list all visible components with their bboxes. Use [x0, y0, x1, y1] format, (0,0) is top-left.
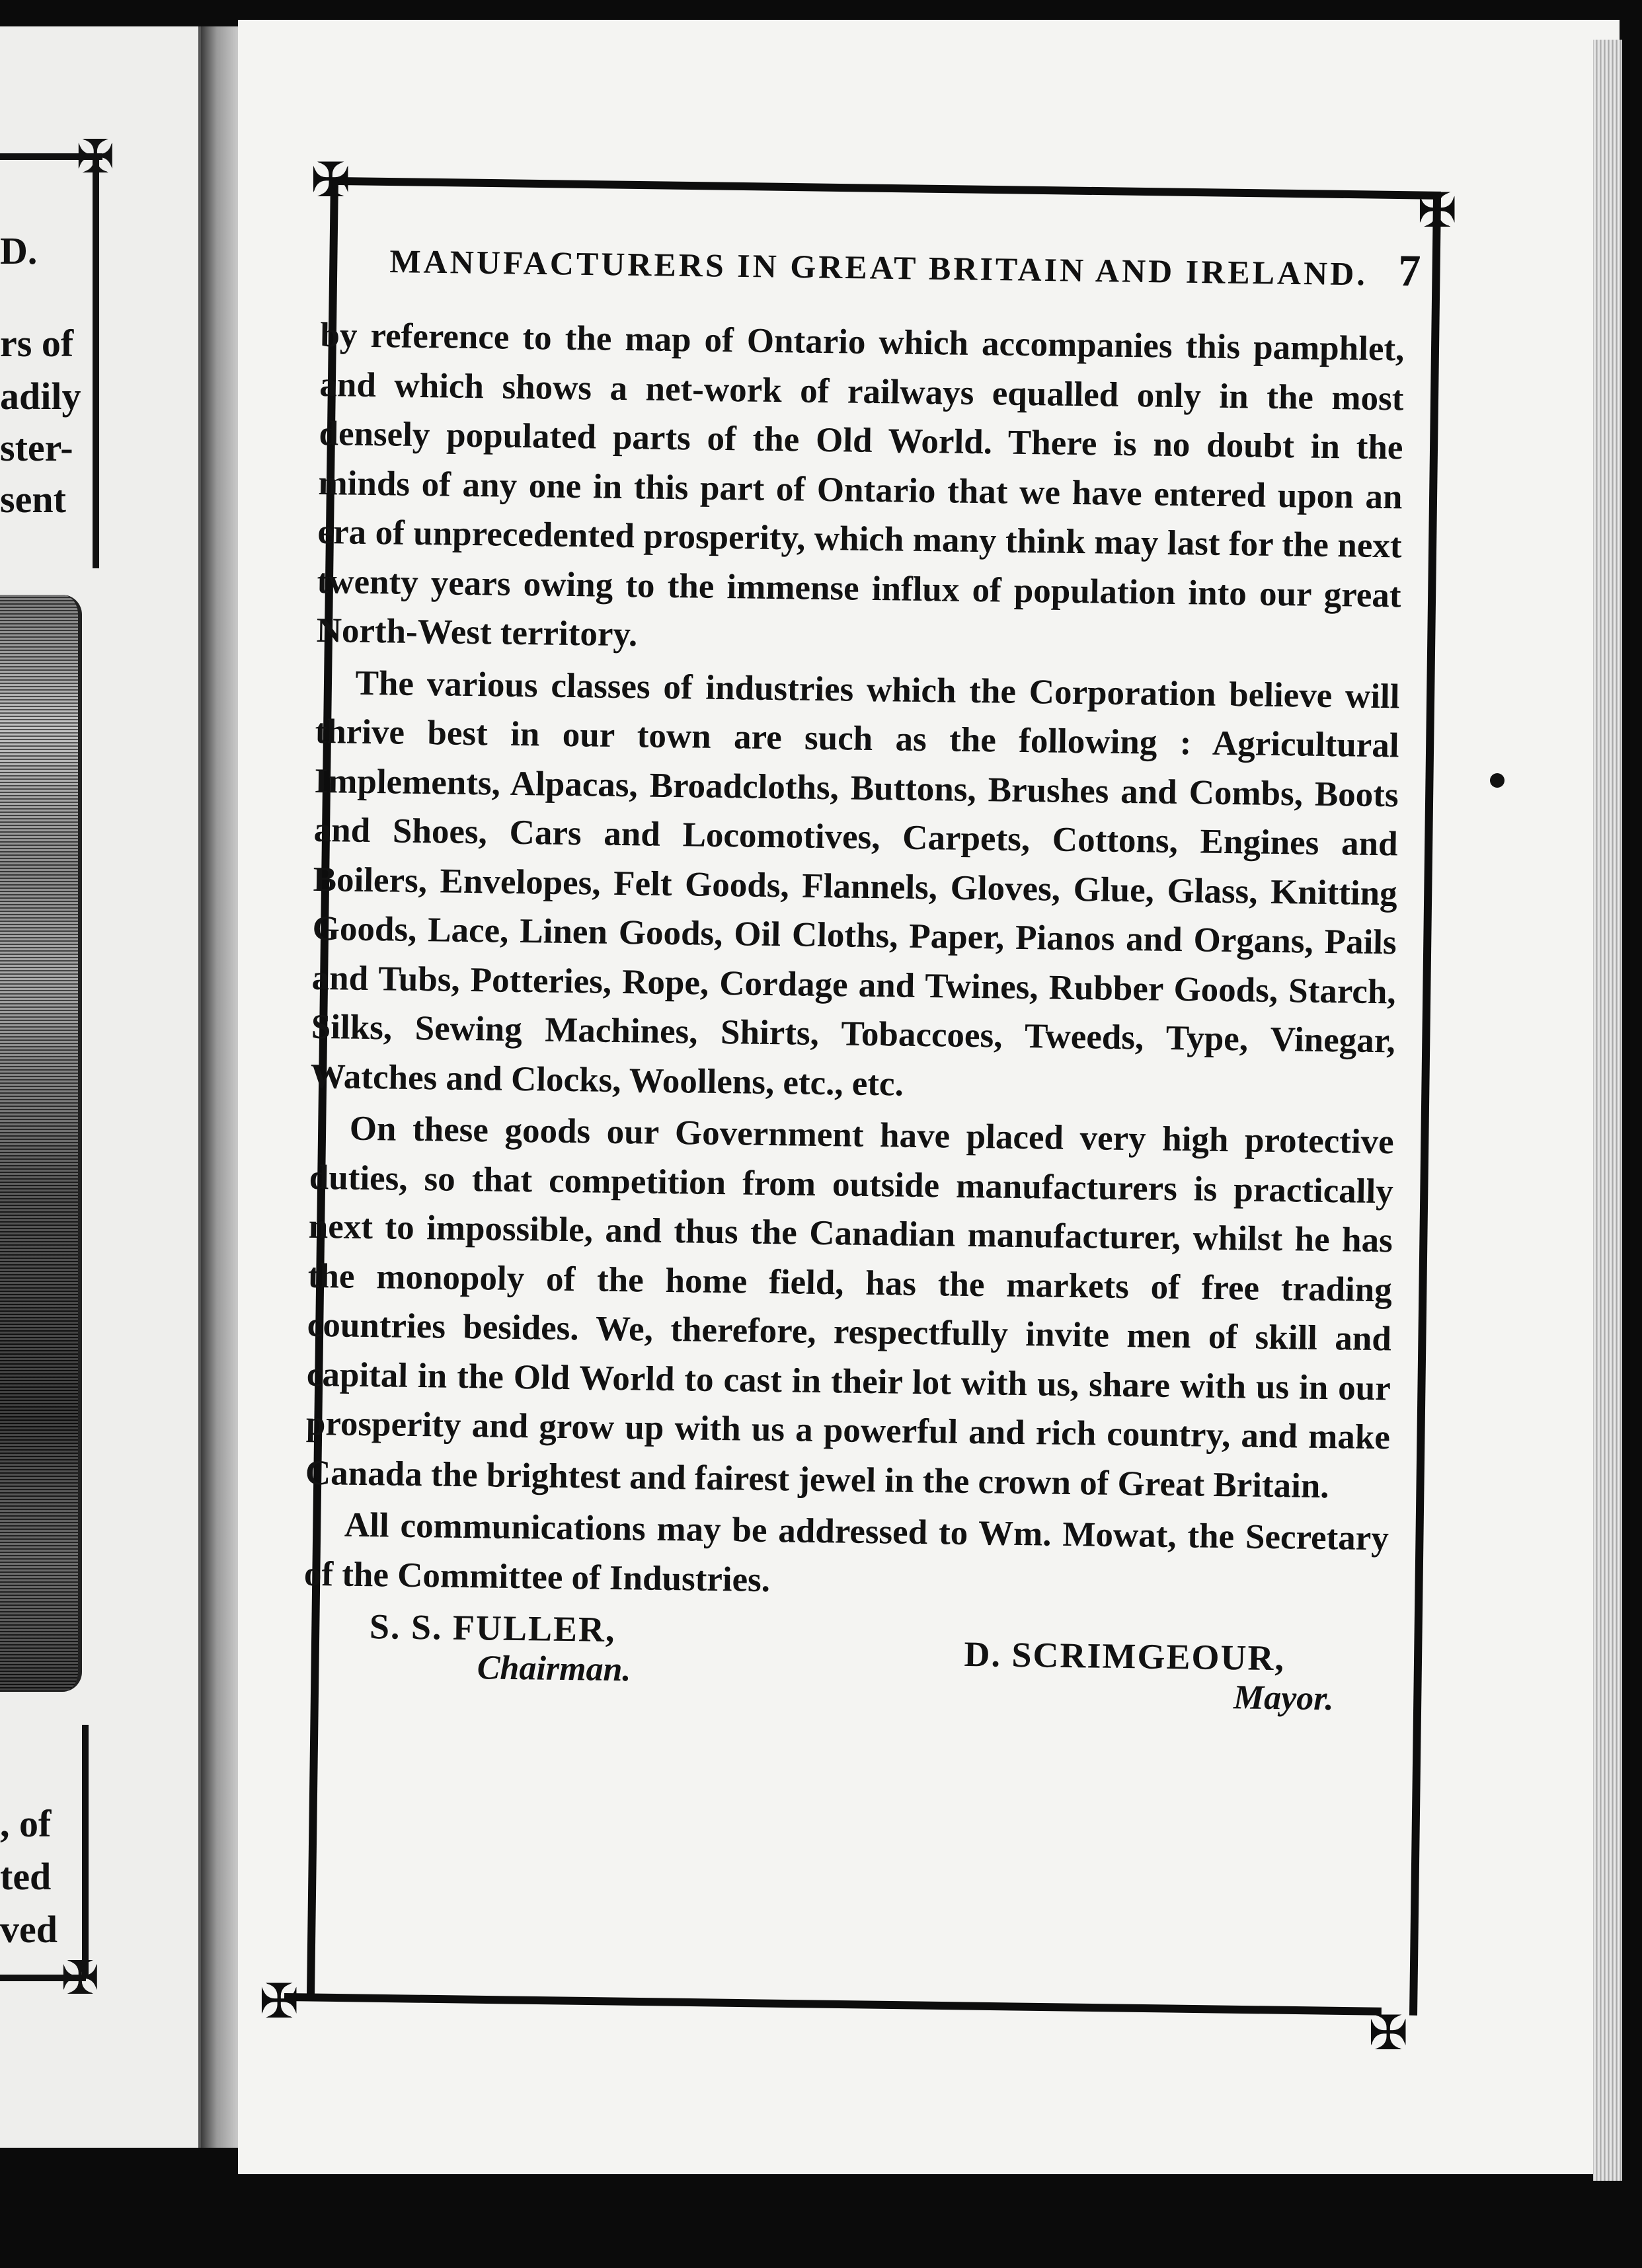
cross-ornament-icon: ✠ — [1368, 2005, 1409, 2060]
facing-page-fragment: adily — [0, 375, 81, 418]
cross-ornament-icon: ✠ — [1417, 182, 1458, 238]
signature-chairman — [369, 1606, 740, 1690]
page-edges — [1593, 40, 1622, 2181]
facing-page-fragment: sent — [0, 478, 66, 521]
paragraph-protective-duties: On these goods our Government have placed very high protective duties, so that competition from outside manufacturers is practically next to impossible, and thus the Canadian manufacturer, whilst he has the monopoly of the home field, has the markets of free trading countries besides. We, therefore, respectfully invite men of skill and capital in the Old World to cast in their lot with us, share with us in our prosperity and grow up with us a powerful and rich country, and make Canada the brightest and fairest jewel in the crown of Great Britain. — [305, 1109, 1395, 1505]
cross-ornament-icon: ✠ — [76, 130, 115, 184]
facing-page-fragment: , of — [0, 1802, 52, 1845]
paragraph-railways: by reference to the map of Ontario which accompanies this pamphlet, and which shows a net-work of railways equalled only in the most densely populated parts of the Old World. There is no doubt in the minds of any one in this part of Ontario that we have entered upon an era of unprecedented prosperity, which many think may last for the next twenty years owing to the immense influx of population into our great North-West territory. — [316, 315, 1405, 654]
body-text — [302, 311, 1405, 1751]
ink-spot — [1490, 773, 1505, 788]
engraving-illustration — [0, 595, 82, 1692]
cross-ornament-icon: ✠ — [61, 1951, 100, 2005]
signatory-name: D. SCRIMGEOUR, — [964, 1634, 1286, 1679]
signatory-title: Chairman. — [477, 1649, 631, 1689]
paragraph-communications: All communications may be addressed to Wm. Mowat, the Secretary of the Committee of Industries. — [303, 1505, 1389, 1599]
cross-ornament-icon: ✠ — [259, 1973, 299, 2029]
signature-block — [302, 1605, 1388, 1751]
facing-page-fragment: ted — [0, 1855, 52, 1898]
signatory-title: Mayor. — [1233, 1679, 1335, 1718]
signatory-name: S. S. FULLER, — [369, 1606, 616, 1650]
page-number: 7 — [1397, 245, 1421, 296]
facing-page-fragment: ved — [0, 1908, 58, 1951]
book-gutter — [201, 26, 241, 2148]
signature-mayor — [963, 1634, 1335, 1718]
facing-page-border-upper — [93, 159, 99, 568]
facing-page — [0, 26, 201, 2148]
facing-page-fragment: ster- — [0, 426, 73, 469]
facing-page-border-lower — [82, 1725, 89, 1976]
running-title: MANUFACTURERS IN GREAT BRITAIN AND IRELAND. — [389, 242, 1368, 293]
facing-page-fragment: rs of — [0, 322, 74, 365]
cross-ornament-icon: ✠ — [311, 152, 351, 208]
facing-page-fragment: D. — [0, 229, 38, 272]
paragraph-industries: The various classes of industries which the Corporation believe will thrive best in our town are such as the following : Agricultural Implements, Alpacas, Broadcloths, Buttons, Brushes and Combs, Boots and Shoes, Cars and Locomotives, Carpets, Cottons, Engines and Boilers, Envelopes, Felt Goods, Flannels, Gloves, Glue, Glass, Knitting Goods, Lace, Linen Goods, Oil Cloths, Paper, Pianos and Organs, Pails and Tubs, Potteries, Rope, Cordage and Twines, Rubber Goods, Starch, Silks, Sewing Machines, Shirts, Tobaccoes, Tweeds, Type, Vinegar, Watches and Clocks, Woollens, etc., etc. — [310, 663, 1400, 1104]
